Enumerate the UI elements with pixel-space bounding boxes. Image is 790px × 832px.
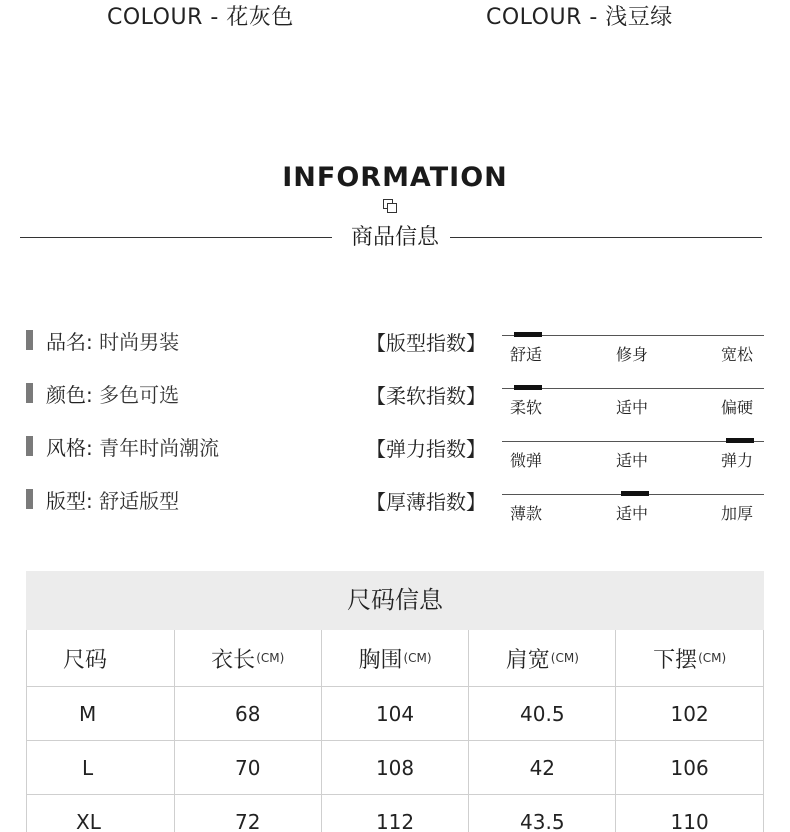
table-cell: 72 <box>175 795 322 832</box>
index-scale <box>502 440 764 480</box>
attribute-value: 青年时尚潮流 <box>99 435 220 460</box>
attribute-key: 风格: <box>46 435 93 460</box>
table-row <box>26 741 764 795</box>
scale-option: 舒适 <box>510 345 543 364</box>
table-cell: 112 <box>322 795 470 832</box>
colour-label-green: COLOUR - 浅豆绿 <box>486 5 673 30</box>
attribute-value: 多色可选 <box>99 382 180 407</box>
table-cell: 43.5 <box>469 795 616 832</box>
table-row <box>26 795 764 832</box>
table-cell: 70 <box>175 741 322 794</box>
unit-label: (CM) <box>403 651 432 665</box>
table-cell: 104 <box>322 687 470 740</box>
index-scale <box>502 387 764 427</box>
index-label-elasticity: 【弹力指数】 <box>366 437 486 461</box>
index-label-softness: 【柔软指数】 <box>366 384 486 408</box>
attribute-key: 品名: <box>46 329 93 354</box>
attribute-value: 时尚男装 <box>99 329 180 354</box>
scale-option: 修身 <box>616 345 649 364</box>
table-cell: 102 <box>616 687 764 740</box>
scale-option: 适中 <box>616 451 649 470</box>
scale-option: 适中 <box>616 398 649 417</box>
index-label-fit: 【版型指数】 <box>366 331 486 355</box>
scale-option: 柔软 <box>510 398 543 417</box>
table-cell: 68 <box>175 687 322 740</box>
index-scale <box>502 493 764 533</box>
table-row <box>26 687 764 741</box>
attribute-row <box>26 327 179 353</box>
index-label-thickness: 【厚薄指数】 <box>366 490 486 514</box>
table-cell: M <box>27 687 175 740</box>
attribute-row <box>26 433 219 459</box>
size-table <box>26 571 764 832</box>
scale-option: 宽松 <box>721 345 754 364</box>
colour-label-grey: COLOUR - 花灰色 <box>107 5 294 30</box>
table-cell: L <box>27 741 175 794</box>
scale-option: 加厚 <box>721 504 754 523</box>
table-cell: 106 <box>616 741 764 794</box>
scale-option: 适中 <box>616 504 649 523</box>
unit-label: (CM) <box>256 651 285 665</box>
bullet-bar <box>26 383 33 403</box>
column-header: 尺码 <box>27 630 175 686</box>
scale-marker <box>514 385 542 390</box>
table-cell: 108 <box>322 741 470 794</box>
information-title: INFORMATION <box>282 162 508 193</box>
column-header: 肩宽 (CM) <box>469 630 616 686</box>
scale-option: 偏硬 <box>721 398 754 417</box>
scale-marker <box>726 438 754 443</box>
bullet-bar <box>26 489 33 509</box>
scale-marker <box>514 332 542 337</box>
table-cell: XL <box>27 795 175 832</box>
attribute-key: 版型: <box>46 488 93 513</box>
information-subtitle: 商品信息 <box>350 225 439 250</box>
scale-option: 微弹 <box>510 451 543 470</box>
column-header: 衣长 (CM) <box>175 630 322 686</box>
attribute-row <box>26 486 179 512</box>
unit-label: (CM) <box>550 651 579 665</box>
attribute-value: 舒适版型 <box>99 488 180 513</box>
bullet-bar <box>26 436 33 456</box>
double-square-icon <box>383 199 399 214</box>
table-cell: 42 <box>469 741 616 794</box>
attribute-key: 颜色: <box>46 382 93 407</box>
index-scale <box>502 334 764 374</box>
table-cell: 40.5 <box>469 687 616 740</box>
size-table-title: 尺码信息 <box>26 571 764 630</box>
scale-marker <box>621 491 649 496</box>
attribute-row <box>26 380 179 406</box>
column-header: 胸围 (CM) <box>322 630 470 686</box>
scale-option: 弹力 <box>721 451 754 470</box>
table-cell: 110 <box>616 795 764 832</box>
table-header-row <box>26 630 764 687</box>
column-header: 下摆 (CM) <box>616 630 764 686</box>
unit-label: (CM) <box>698 651 727 665</box>
scale-option: 薄款 <box>510 504 543 523</box>
scale-line <box>502 441 764 442</box>
bullet-bar <box>26 330 33 350</box>
